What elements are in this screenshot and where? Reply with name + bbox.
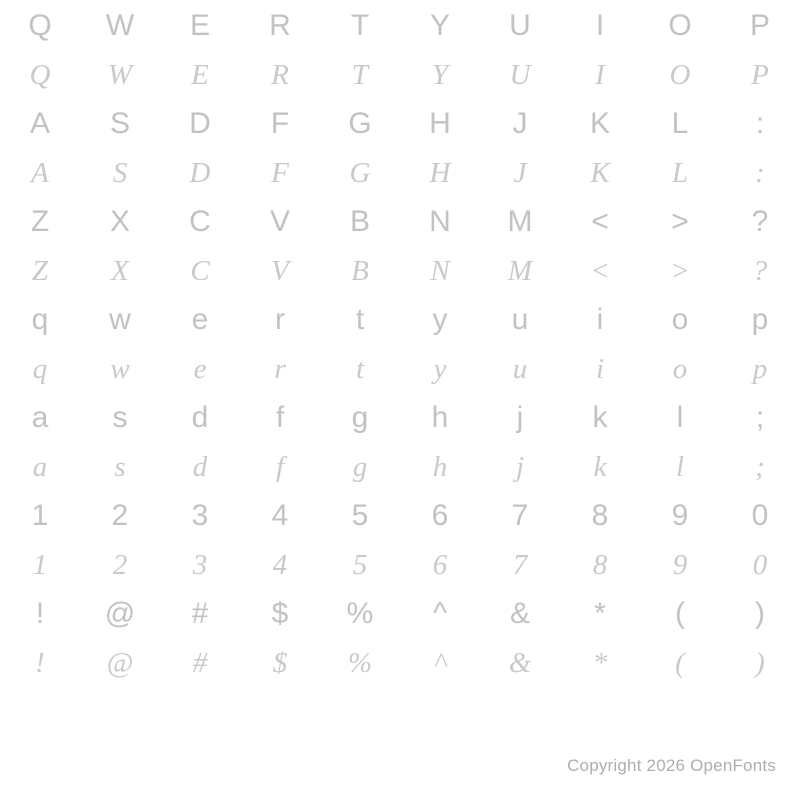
glyph-cell: g — [352, 450, 368, 483]
glyph-cell: 8 — [591, 499, 609, 532]
glyph-cell: 3 — [191, 499, 209, 532]
glyph-cell: : — [755, 156, 765, 189]
glyph-cell: i — [596, 303, 604, 336]
glyph-cell: T — [350, 9, 370, 42]
glyph-cell: y — [432, 303, 448, 336]
glyph-cell: l — [676, 401, 684, 434]
glyph-cell: X — [111, 254, 129, 287]
glyph-cell: V — [269, 205, 290, 238]
glyph-cell: H — [429, 156, 451, 189]
glyph-cell: G — [348, 107, 372, 140]
glyph-cell: 3 — [192, 548, 208, 581]
glyph-cell: r — [274, 352, 286, 385]
glyph-cell: r — [275, 303, 285, 336]
glyph-cell: k — [593, 450, 607, 483]
glyph-cell: 0 — [752, 548, 768, 581]
glyph-cell: D — [189, 156, 211, 189]
glyph-cell: L — [671, 107, 689, 140]
glyph-row — [0, 394, 800, 442]
glyph-cell: p — [752, 352, 768, 385]
glyph-cell: V — [271, 254, 289, 287]
glyph-cell: 4 — [271, 499, 289, 532]
glyph-cell: H — [429, 107, 451, 140]
glyph-cell: o — [672, 352, 688, 385]
glyph-cell: K — [589, 107, 610, 140]
glyph-cell: S — [112, 156, 128, 189]
glyph-cell: R — [269, 9, 291, 42]
glyph-cell: D — [189, 107, 211, 140]
glyph-cell: 4 — [272, 548, 288, 581]
glyph-cell: N — [429, 205, 451, 238]
glyph-cell: 5 — [352, 548, 368, 581]
glyph-cell: ! — [35, 597, 45, 630]
glyph-cell: 8 — [592, 548, 608, 581]
glyph-cell: 9 — [671, 499, 689, 532]
glyph-cell: Y — [431, 58, 449, 91]
glyph-cell: a — [32, 450, 48, 483]
glyph-cell: ! — [35, 646, 45, 679]
glyph-cell: E — [191, 58, 209, 91]
glyph-cell: Z — [30, 205, 50, 238]
glyph-cell: L — [671, 156, 689, 189]
glyph-cell: @ — [106, 646, 134, 679]
glyph-cell: M — [507, 254, 533, 287]
glyph-cell: E — [189, 9, 210, 42]
glyph-cell: f — [275, 450, 285, 483]
glyph-cell: 1 — [31, 499, 49, 532]
glyph-cell: ; — [755, 450, 765, 483]
glyph-cell: F — [271, 156, 289, 189]
glyph-cell: g — [351, 401, 369, 434]
glyph-cell: Z — [31, 254, 49, 287]
glyph-cell: 5 — [351, 499, 369, 532]
glyph-cell: W — [105, 9, 135, 42]
glyph-cell: T — [351, 58, 369, 91]
glyph-cell: ^ — [432, 597, 448, 630]
glyph-cell: a — [31, 401, 49, 434]
glyph-cell: 7 — [512, 548, 528, 581]
glyph-cell: i — [595, 352, 605, 385]
glyph-cell: Q — [29, 58, 51, 91]
glyph-cell: S — [109, 107, 130, 140]
glyph-row — [0, 100, 800, 148]
glyph-cell: ) — [755, 646, 765, 679]
glyph-cell: ? — [751, 205, 769, 238]
glyph-cell: P — [749, 9, 770, 42]
glyph-cell: ? — [752, 254, 768, 287]
glyph-cell: ) — [755, 597, 765, 630]
glyph-cell: I — [595, 58, 605, 91]
glyph-cell: @ — [104, 597, 136, 630]
glyph-cell: 2 — [112, 548, 128, 581]
glyph-cell: & — [509, 597, 530, 630]
glyph-cell: $ — [271, 597, 289, 630]
glyph-cell: j — [515, 450, 525, 483]
glyph-cell: X — [109, 205, 130, 238]
glyph-cell: # — [192, 646, 208, 679]
glyph-row — [0, 148, 800, 198]
glyph-row — [0, 590, 800, 638]
glyph-cell: d — [191, 401, 209, 434]
glyph-cell: B — [351, 254, 369, 287]
glyph-cell: & — [508, 646, 532, 679]
glyph-cell: Y — [429, 9, 450, 42]
glyph-cell: 7 — [511, 499, 529, 532]
glyph-cell: e — [191, 303, 209, 336]
glyph-cell: 0 — [751, 499, 769, 532]
glyph-cell: J — [512, 107, 528, 140]
glyph-cell: W — [107, 58, 133, 91]
glyph-cell: e — [193, 352, 207, 385]
glyph-cell: ; — [755, 401, 765, 434]
glyph-row — [0, 2, 800, 50]
glyph-row — [0, 246, 800, 296]
glyph-cell: * — [594, 597, 606, 630]
glyph-cell: w — [110, 352, 130, 385]
glyph-row — [0, 198, 800, 246]
glyph-cell: k — [592, 401, 608, 434]
glyph-cell: y — [433, 352, 447, 385]
glyph-cell: K — [590, 156, 610, 189]
glyph-cell: o — [671, 303, 689, 336]
glyph-cell: l — [675, 450, 685, 483]
glyph-row — [0, 50, 800, 100]
copyright-notice: Copyright 2026 OpenFonts — [567, 756, 776, 775]
glyph-cell: f — [275, 401, 285, 434]
glyph-cell: * — [592, 646, 608, 679]
glyph-cell: G — [349, 156, 371, 189]
glyph-cell: p — [751, 303, 769, 336]
glyph-cell: U — [509, 9, 531, 42]
glyph-cell: d — [192, 450, 208, 483]
glyph-cell: q — [31, 303, 49, 336]
glyph-cell: M — [507, 205, 533, 238]
glyph-cell: > — [670, 254, 690, 287]
glyph-cell: ( — [675, 597, 685, 630]
glyph-cell: N — [430, 254, 450, 287]
glyph-cell: Q — [28, 9, 52, 42]
glyph-cell: % — [346, 597, 374, 630]
glyph-cell: > — [671, 205, 689, 238]
glyph-cell: j — [516, 401, 524, 434]
glyph-cell: w — [109, 303, 131, 336]
glyph-cell: # — [191, 597, 209, 630]
glyph-cell: s — [112, 401, 128, 434]
glyph-cell: 6 — [431, 499, 449, 532]
glyph-cell: ^ — [433, 646, 447, 679]
glyph-row — [0, 638, 800, 688]
glyph-cell: I — [595, 9, 605, 42]
glyph-cell: : — [755, 107, 765, 140]
glyph-cell: 6 — [432, 548, 448, 581]
glyph-cell: O — [669, 58, 691, 91]
glyph-cell: t — [355, 303, 365, 336]
glyph-row — [0, 492, 800, 540]
glyph-cell: < — [591, 205, 609, 238]
glyph-cell: % — [347, 646, 373, 679]
glyph-cell: 1 — [32, 548, 48, 581]
glyph-cell: O — [668, 9, 692, 42]
glyph-cell: U — [509, 58, 531, 91]
glyph-row — [0, 344, 800, 394]
glyph-row — [0, 540, 800, 590]
glyph-cell: J — [513, 156, 527, 189]
glyph-cell: F — [270, 107, 290, 140]
glyph-cell: 2 — [111, 499, 129, 532]
glyph-cell: $ — [272, 646, 288, 679]
glyph-cell: C — [189, 205, 211, 238]
glyph-cell: R — [271, 58, 289, 91]
glyph-cell: A — [29, 107, 50, 140]
glyph-cell: C — [190, 254, 210, 287]
glyph-cell: u — [512, 352, 528, 385]
glyph-row — [0, 296, 800, 344]
glyph-cell: ( — [675, 646, 685, 679]
glyph-cell: B — [349, 205, 370, 238]
glyph-cell: u — [511, 303, 529, 336]
glyph-cell: P — [751, 58, 769, 91]
glyph-cell: t — [355, 352, 365, 385]
glyph-cell: s — [114, 450, 126, 483]
glyph-cell: h — [431, 401, 449, 434]
glyph-cell: h — [432, 450, 448, 483]
glyph-cell: 9 — [672, 548, 688, 581]
glyph-row — [0, 442, 800, 492]
glyph-cell: < — [590, 254, 610, 287]
glyph-cell: q — [32, 352, 48, 385]
glyph-cell: A — [31, 156, 49, 189]
